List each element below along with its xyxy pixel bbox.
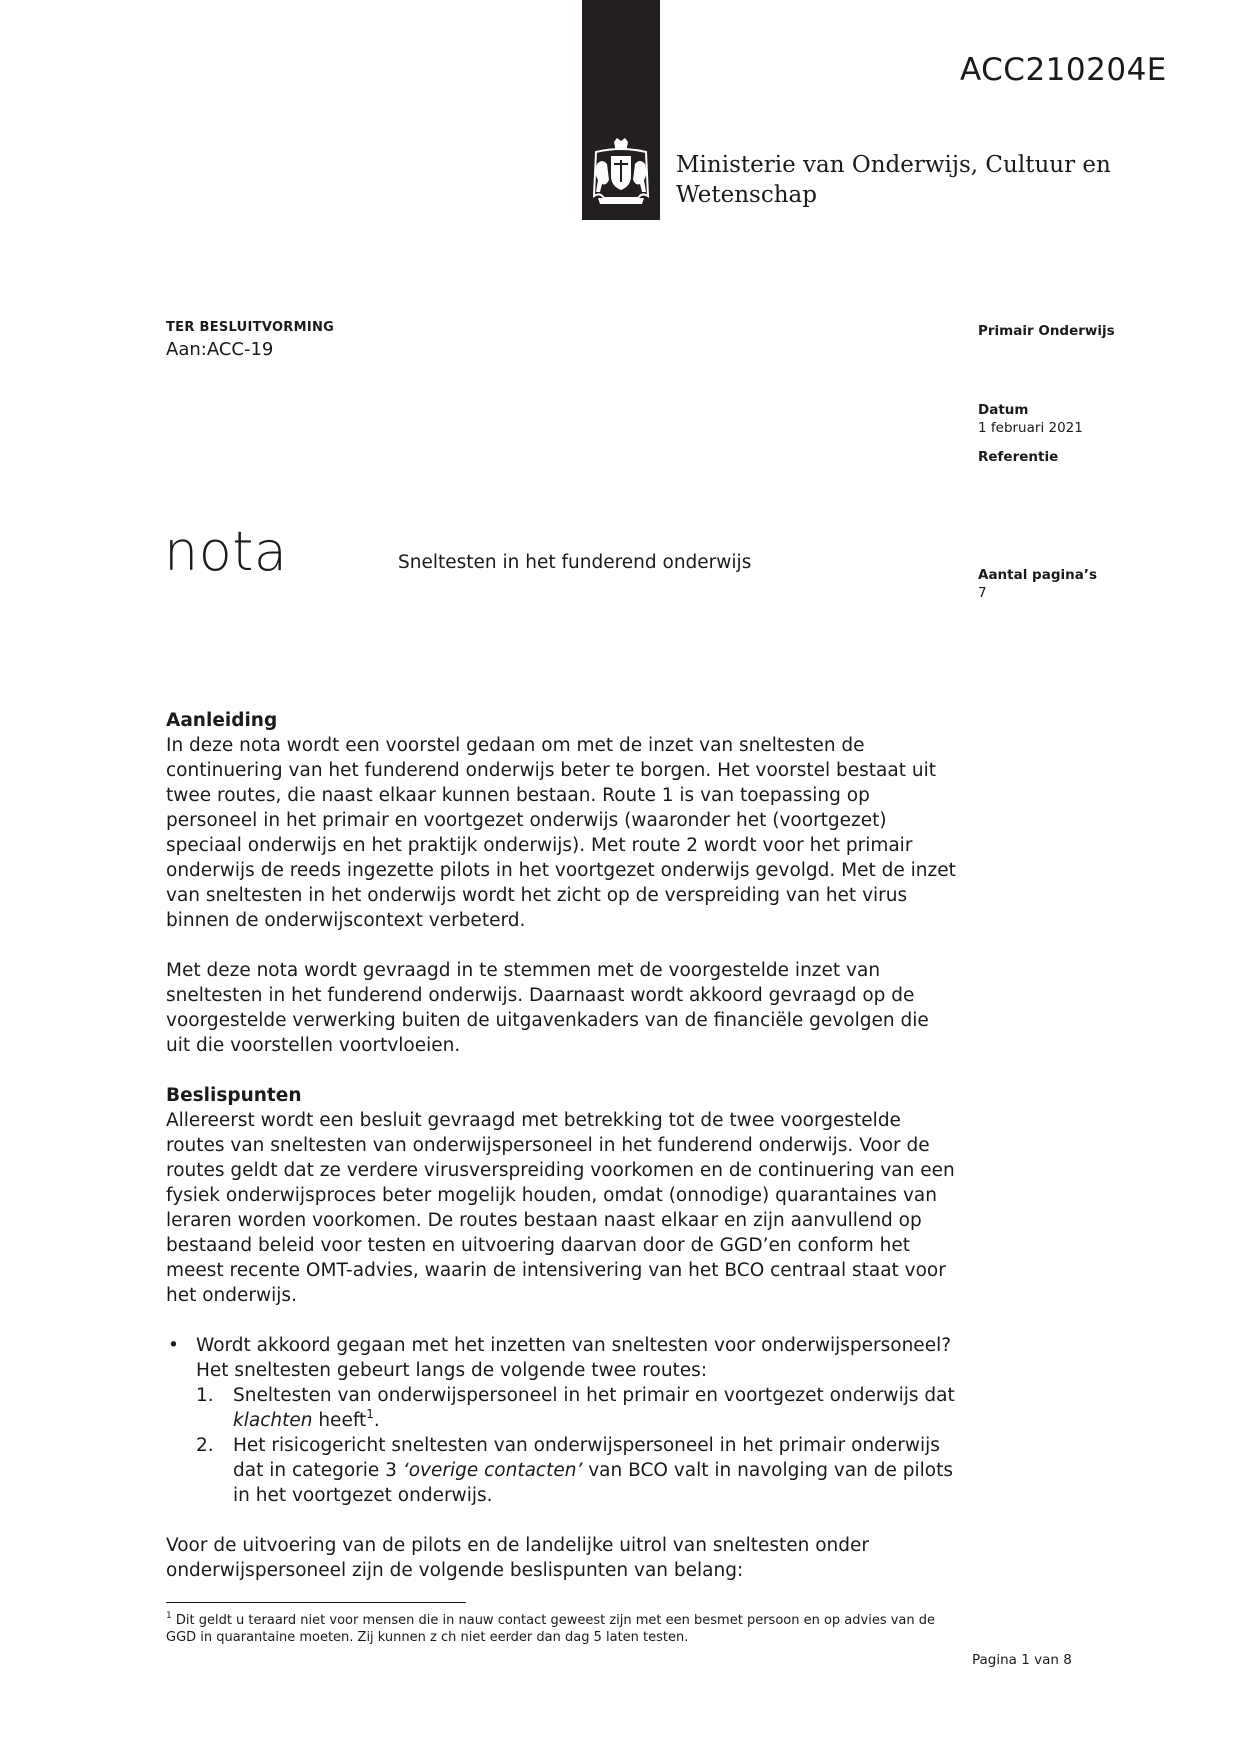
footnote-ref[interactable]: 1 bbox=[366, 1406, 374, 1421]
datum-label: Datum bbox=[978, 402, 1029, 418]
ministry-name-line1: Ministerie van Onderwijs, Cultuur en bbox=[676, 152, 1111, 178]
document-subject: Sneltesten in het funderend onderwijs bbox=[398, 552, 752, 573]
paragraph: Voor de uitvoering van de pilots en de landelijke uitrol van sneltesten onder onderwijspersoneel zijn de volgende beslispunten van belang: bbox=[166, 1535, 869, 1581]
bullet-symbol: • bbox=[168, 1335, 179, 1356]
numbered-item bbox=[196, 1383, 956, 1433]
datum-value: 1 februari 2021 bbox=[978, 420, 1083, 436]
item-text: Sneltesten van onderwijspersoneel in het primair en voortgezet onderwijs dat bbox=[233, 1385, 955, 1406]
referentie-label: Referentie bbox=[978, 449, 1059, 465]
numbered-item bbox=[196, 1433, 956, 1508]
footnote-text: Dit geldt u teraard niet voor mensen die in nauw contact geweest zijn met een besmet persoon en op advies van de GGD in quarantaine moeten. Zij kunnen z ch niet eerder dan dag 5 laten testen. bbox=[166, 1613, 936, 1645]
footnote-marker: 1 bbox=[166, 1610, 172, 1621]
bullet-text: Wordt akkoord gegaan met het inzetten van sneltesten voor onderwijspersoneel? Het sneltesten gebeurt langs de volgende twee routes: bbox=[196, 1335, 952, 1381]
item-text: van BCO valt in navolging van de pilots in het voortgezet onderwijs. bbox=[233, 1460, 953, 1506]
ministry-name bbox=[676, 150, 1111, 210]
addressee: Aan:ACC-19 bbox=[166, 339, 274, 360]
page-count-label: Aantal pagina’s bbox=[978, 567, 1098, 583]
ministry-name-line2: Wetenschap bbox=[676, 182, 817, 208]
item-number: 2. bbox=[196, 1435, 214, 1456]
body-text bbox=[166, 708, 956, 1583]
item-emphasis: klachten bbox=[233, 1410, 313, 1431]
royal-coat-of-arms-icon bbox=[582, 136, 660, 212]
item-number: 1. bbox=[196, 1385, 214, 1406]
department-label: Primair Onderwijs bbox=[978, 323, 1115, 339]
item-text: heeft bbox=[312, 1410, 367, 1431]
item-emphasis: ‘overige contacten’ bbox=[402, 1460, 583, 1481]
bullet-item bbox=[166, 1333, 956, 1508]
item-text: . bbox=[373, 1410, 380, 1431]
section-heading-beslispunten: Beslispunten bbox=[166, 1085, 302, 1106]
document-code: ACC210204E bbox=[960, 52, 1167, 88]
ter-besluitvorming-label: TER BESLUITVORMING bbox=[166, 320, 335, 335]
footnote bbox=[166, 1612, 956, 1646]
item-text: Het risicogericht sneltesten van onderwijspersoneel in het primair onderwijs dat in categorie 3 bbox=[233, 1435, 940, 1481]
footnote-divider bbox=[166, 1602, 466, 1603]
logo-bar bbox=[582, 0, 660, 220]
paragraph: Met deze nota wordt gevraagd in te stemmen met de voorgestelde inzet van sneltesten in het funderend onderwijs. Daarnaast wordt akkoord gevraagd op de voorgestelde verwerking buiten de uitgavenkaders van de financiële gevolgen die uit die voorstellen voortvloeien. bbox=[166, 960, 929, 1056]
page-number: Pagina 1 van 8 bbox=[972, 1652, 1072, 1668]
document-type-title: nota bbox=[164, 520, 288, 583]
paragraph: In deze nota wordt een voorstel gedaan om met de inzet van sneltesten de continuering van het funderend onderwijs beter te borgen. Het voorstel bestaat uit twee routes, die naast elkaar kunnen bestaan. Route 1 is van toepassing op personeel in het primair en voortgezet onderwijs (waaronder het (voortgezet) speciaal onderwijs en het praktijk onderwijs). Met route 2 wordt voor het primair onderwijs de reeds ingezette pilots in het voortgezet onderwijs gevolgd. Met de inzet van sneltesten in het onderwijs wordt het zicht op de verspreiding van het virus binnen de onderwijscontext verbeterd. bbox=[166, 735, 956, 931]
paragraph: Allereerst wordt een besluit gevraagd met betrekking tot de twee voorgestelde routes van sneltesten van onderwijspersoneel in het funderend onderwijs. Voor de routes geldt dat ze verdere virusverspreiding voorkomen en de continuering van een fysiek onderwijsproces beter mogelijk houden, omdat (onnodige) quarantaines van leraren worden voorkomen. De routes bestaan naast elkaar en zijn aanvullend op bestaand beleid voor testen en uitvoering daarvan door de GGD’en conform het meest recente OMT-advies, waarin de intensivering van het BCO centraal staat voor het onderwijs. bbox=[166, 1110, 955, 1306]
page-count-value: 7 bbox=[978, 585, 987, 601]
section-heading-aanleiding: Aanleiding bbox=[166, 710, 278, 731]
